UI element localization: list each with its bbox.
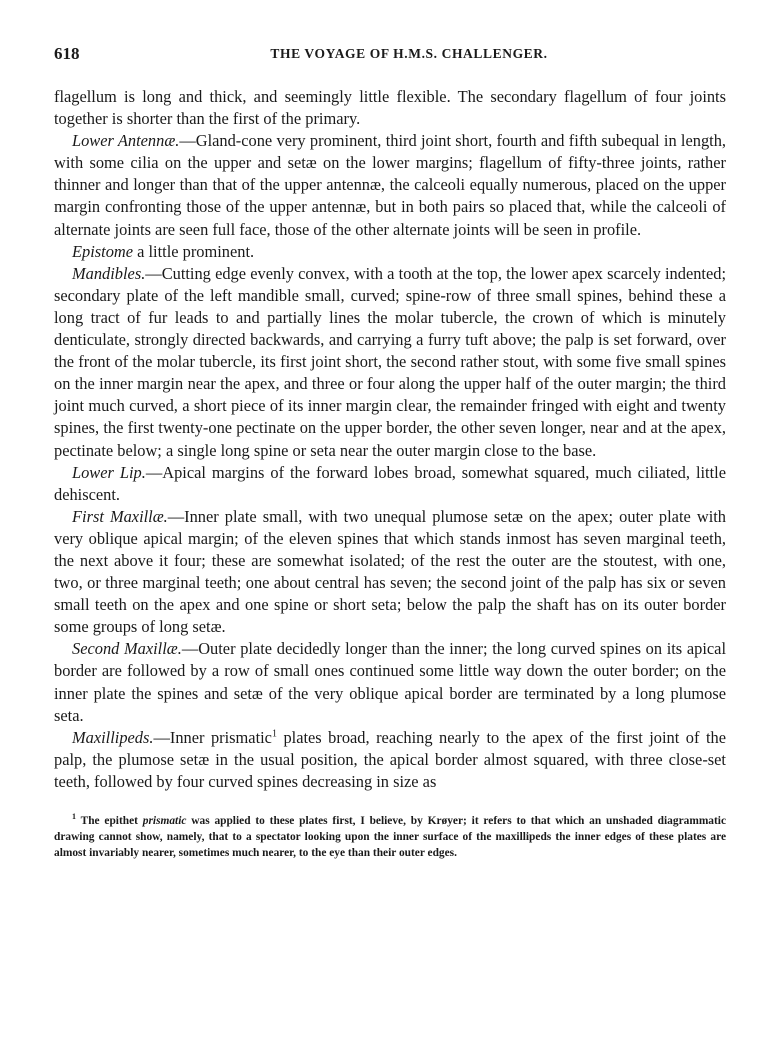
heading-first-maxillae: First Maxillæ.	[72, 506, 168, 526]
footnote-text-b: was applied to these plates first, I believe, by Krøyer; it refers to that which an unshaded diagrammatic drawing cannot show, namely, that to a spectator looking upon the inner surface of the maxillipeds the inner edges of these plates are almost invariably nearer, sometimes much nearer, to the eye than their outer edges.	[54, 815, 727, 859]
text-epistome: a little prominent.	[133, 241, 255, 261]
heading-maxillipeds: Maxillipeds.	[72, 727, 154, 747]
text-mandibles: —Cutting edge evenly convex, with a tooth at the top, the lower apex scarcely indented; secondary plate of the left mandible small, curved; spine-row of three small spines, behind these a long tract of fur leads to and partially lines the molar tubercle, the crown of which is minutely denticulate, strongly directed backwards, and carrying a furry tuft above; the palp is set forward, over the front of the molar tubercle, its first joint short, the second rather stout, with some five small spines on the inner margin near the apex, and three or four along the upper half of the outer margin; the third joint much curved, a short piece of its inner margin clear, the remainder fringed with eight and twenty spines, the first twenty-one pectinate on the upper border, the other seven longer, near and at the apex, pectinate below; a single long spine or seta near the outer margin close to the base.	[54, 263, 726, 460]
page-header	[54, 44, 726, 70]
paragraph-second-maxillae	[54, 638, 726, 726]
body-text	[54, 86, 726, 793]
footnote-reference: 1	[271, 728, 277, 740]
footnote-marker: 1	[72, 812, 76, 822]
paragraph-mandibles	[54, 263, 726, 462]
paragraph-maxillipeds	[54, 727, 726, 793]
text-maxillipeds-b: plates broad, reaching nearly to the apex of the first joint of the palp, the plumose setæ in the usual position, the apical border almost squared, with three close-set teeth, followed by four curved spines decreasing in size as	[54, 727, 726, 791]
text-second-maxillae: —Outer plate decidedly longer than the inner; the long curved spines on its apical border are followed by a row of small ones continued some little way down the outer border; on the inner plate the spines and setæ of the very oblique apical border are terminated by a long plumose seta.	[54, 639, 726, 725]
footnote-text-a: The epithet	[76, 815, 143, 827]
footnote-area	[54, 813, 726, 861]
text-lower-lip: —Apical margins of the forward lobes broad, somewhat squared, much ciliated, little dehiscent.	[54, 462, 726, 504]
paragraph-epistome	[54, 241, 726, 263]
paragraph-lower-antennae	[54, 130, 726, 240]
footnote-term: prismatic	[142, 815, 187, 827]
text-lower-antennae: —Gland-cone very prominent, third joint short, fourth and fifth subequal in length, with some cilia on the upper and setæ on the lower margins; flagellum of fifty-three joints, rather thinner and longer than that of the upper antennæ, the calceoli equally numerous, placed on the upper margin confronting those of the upper antennæ, but in both pairs so placed that, while the calceoli of alternate joints are seen full face, those of the other alternate joints will be seen in profile.	[54, 131, 726, 239]
page	[54, 44, 726, 861]
paragraph-lower-lip	[54, 462, 726, 506]
heading-lower-lip: Lower Lip.	[72, 462, 146, 482]
running-title: THE VOYAGE OF H.M.S. CHALLENGER.	[270, 46, 548, 61]
heading-lower-antennae: Lower Antennæ.	[72, 131, 180, 151]
heading-epistome: Epistome	[72, 241, 134, 261]
heading-mandibles: Mandibles.	[72, 263, 146, 283]
paragraph-first-maxillae	[54, 506, 726, 639]
footnote	[54, 813, 726, 861]
text-maxillipeds-a: —Inner prismatic	[153, 727, 272, 747]
page-number: 618	[54, 44, 80, 63]
paragraph-continued: flagellum is long and thick, and seemingly little flexible. The secondary flagellum of four joints together is shorter than the first of the primary.	[54, 87, 726, 129]
heading-second-maxillae: Second Maxillæ.	[72, 639, 182, 659]
text-first-maxillae: —Inner plate small, with two unequal plumose setæ on the apex; outer plate with very oblique apical margin; of the eleven spines that which stands inmost has seven marginal teeth, the next above it four; these are somewhat isolated; of the rest the outer are the stoutest, with one, two, or three marginal teeth; one about central has seven; the second joint of the palp has six or seven small teeth on the apex and one spine or short seta; below the palp the shaft has on its outer border some groups of long setæ.	[54, 506, 726, 637]
